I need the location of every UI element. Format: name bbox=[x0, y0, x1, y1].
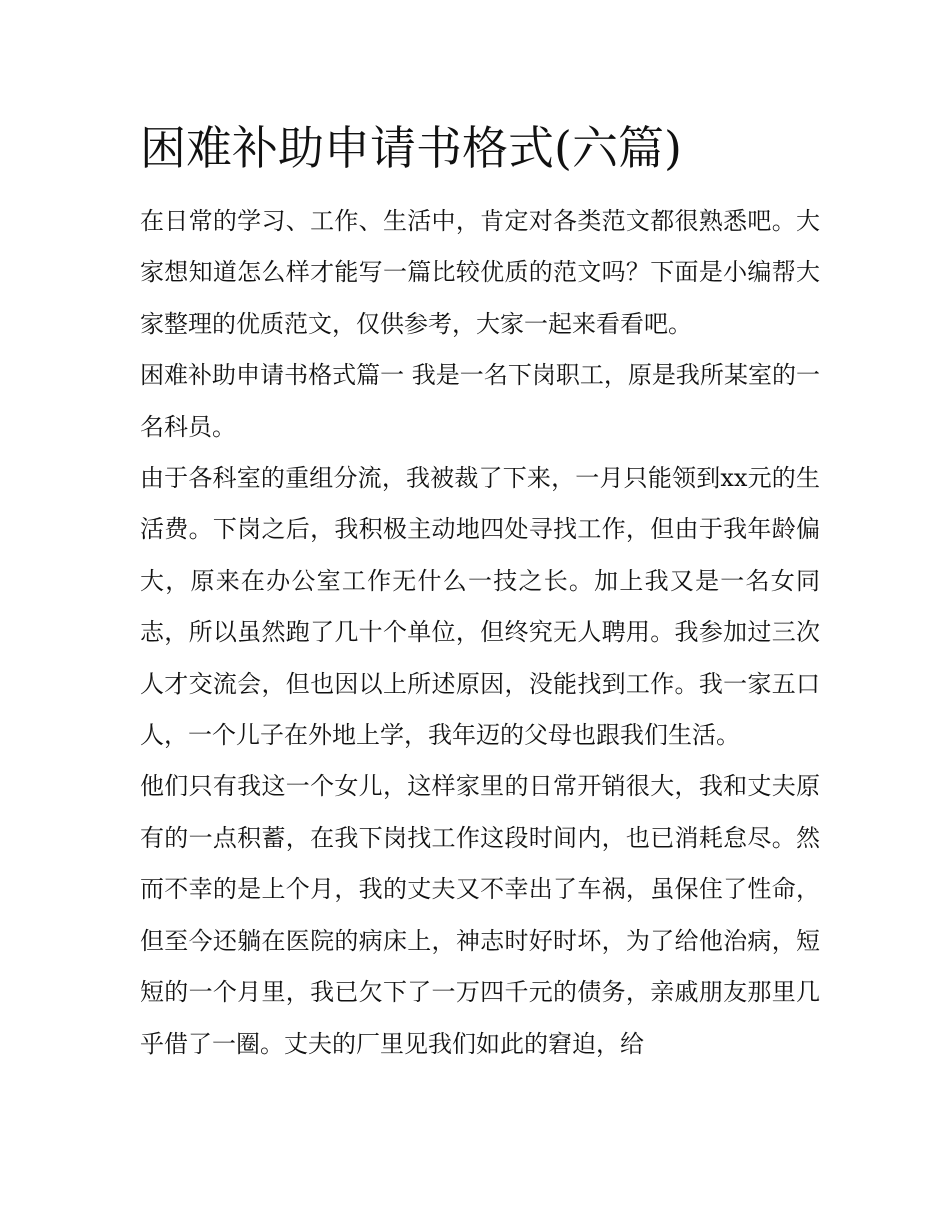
document-body bbox=[140, 196, 820, 1070]
paragraph-intro: 在日常的学习、工作、生活中，肯定对各类范文都很熟悉吧。大家想知道怎么样才能写一篇比较优质的范文吗？下面是小编帮大家整理的优质范文，仅供参考，大家一起来看看吧。 bbox=[140, 207, 820, 338]
paragraph-job-loss: 由于各科室的重组分流，我被裁了下来，一月只能领到xx元的生活费。下岗之后，我积极主动地四处寻找工作，但由于我年龄偏大，原来在办公室工作无什么一技之长。加上我又是一名女同志，所以虽然跑了几十个单位，但终究无人聘用。我参加过三次人才交流会，但也因以上所述原因，没能找到工作。我一家五口人，一个儿子在外地上学，我年迈的父母也跟我们生活。 bbox=[140, 464, 820, 750]
document-title: 困难补助申请书格式(六篇) bbox=[140, 121, 682, 175]
paragraph-section-one-opening: 困难补助申请书格式篇一 我是一名下岗职工，原是我所某室的一名科员。 bbox=[140, 361, 820, 441]
paragraph-family-hardship: 他们只有我这一个女儿，这样家里的日常开销很大，我和丈夫原有的一点积蓄，在我下岗找工作这段时间内，也已消耗怠尽。然而不幸的是上个月，我的丈夫又不幸出了车祸，虽保住了性命，但至今还躺在医院的病床上，神志时好时坏，为了给他治病，短短的一个月里，我已欠下了一万四千元的债务，亲戚朋友那里几乎借了一圈。丈夫的厂里见我们如此的窘迫，给 bbox=[140, 772, 820, 1058]
